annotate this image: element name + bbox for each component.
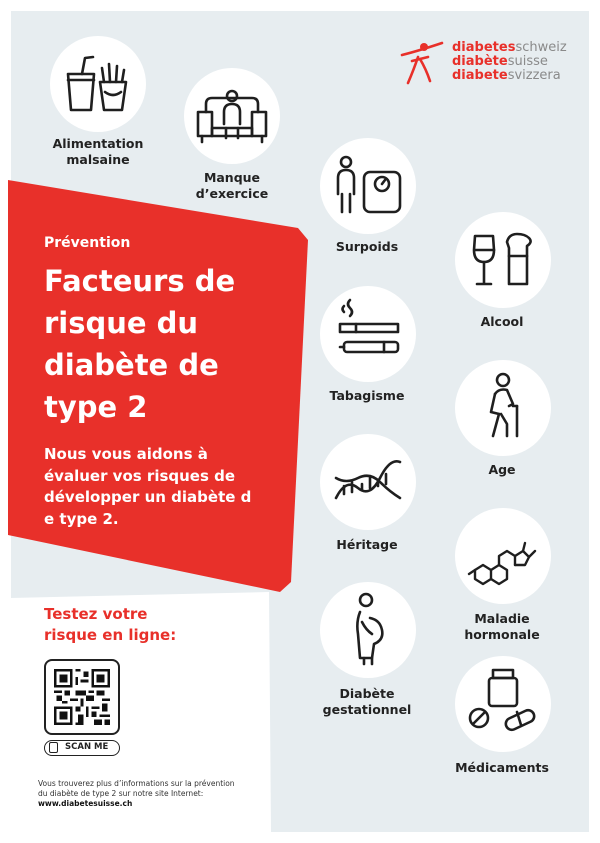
hero-intro [44, 444, 284, 530]
label-line: hormonale [464, 627, 540, 642]
elderly-person-icon [455, 360, 551, 456]
label-line: Héritage [336, 537, 398, 552]
test-heading [44, 604, 176, 646]
risk-label-hormonal [427, 611, 577, 643]
drinks-circle [455, 212, 551, 308]
risk-label-gestational [292, 686, 442, 718]
footer-line: Vous trouverez plus d’informations sur la prévention [38, 779, 235, 788]
scan-me-label: SCAN ME [65, 742, 109, 752]
risk-label-heredity [292, 537, 442, 553]
pregnant-woman-icon [320, 582, 416, 678]
footer-note [38, 779, 258, 809]
label-line: Manque [203, 170, 261, 185]
qr-code[interactable] [44, 659, 120, 735]
scale-circle [320, 138, 416, 234]
label-line: malsaine [66, 152, 130, 167]
logo-light: svizzera [507, 68, 561, 83]
footer-line: du diabète de type 2 sur notre site Internet: [38, 789, 204, 798]
medication-circle [455, 656, 551, 752]
label-line: Diabète [339, 686, 395, 701]
dna-circle [320, 434, 416, 530]
label-line: gestationnel [322, 702, 412, 717]
logo-strong: diabetes [452, 40, 516, 55]
cigarette-circle [320, 286, 416, 382]
logo-line-3 [452, 69, 567, 83]
scale-person-icon [320, 138, 416, 234]
page-title [44, 260, 284, 428]
risk-label-smoking [292, 388, 442, 404]
label-line: Surpoids [335, 239, 399, 254]
risk-label-medication [427, 760, 577, 776]
logo-strong: diabete [452, 68, 508, 83]
risk-label-age [427, 462, 577, 478]
dna-icon [320, 434, 416, 530]
risk-label-alcohol [427, 314, 577, 330]
diabetes-logo-icon [396, 37, 448, 89]
label-line: Médicaments [455, 760, 549, 775]
label-line: Tabagisme [329, 388, 405, 403]
logo-light: schweiz [515, 40, 567, 55]
risk-label-overweight [292, 239, 442, 255]
drinks-icon [455, 212, 551, 308]
intro-line: e type 2. [44, 509, 119, 528]
logo-strong: diabète [452, 54, 508, 69]
cta-line: risque en ligne: [44, 626, 177, 644]
intro-line: Nous vous aidons à [44, 445, 208, 463]
pregnant-circle [320, 582, 416, 678]
molecule-circle [455, 508, 551, 604]
intro-line: développer un diabète d [44, 488, 252, 506]
risk-label-exercise [157, 170, 307, 202]
cigarette-icon [320, 286, 416, 382]
qr-code-icon [54, 669, 110, 725]
label-line: d’exercice [195, 186, 269, 201]
title-line: risque du [44, 306, 199, 340]
brand-logo-text [452, 41, 567, 83]
steroid-molecule-icon [455, 508, 551, 604]
label-line: Maladie [474, 611, 530, 626]
website-link[interactable]: www.diabetesuisse.ch [38, 799, 133, 808]
title-line: Facteurs de [44, 264, 236, 298]
fast-food-circle [50, 36, 146, 132]
scan-me-badge [44, 740, 120, 756]
medication-icon [455, 656, 551, 752]
phone-icon [49, 742, 58, 753]
title-line: type 2 [44, 390, 148, 424]
title-line: diabète de [44, 348, 219, 382]
intro-line: évaluer vos risques de [44, 466, 236, 485]
logo-line-1 [452, 41, 567, 55]
cta-line: Testez votre [44, 605, 148, 623]
elderly-circle [455, 360, 551, 456]
risk-label-food [23, 136, 173, 168]
fast-food-icon [50, 36, 146, 132]
couch-person-icon [184, 68, 280, 164]
hero-eyebrow: Prévention [44, 235, 131, 251]
label-line: Age [488, 462, 516, 477]
label-line: Alcool [480, 314, 524, 329]
label-line: Alimentation [52, 136, 144, 151]
logo-line-2 [452, 55, 567, 69]
couch-circle [184, 68, 280, 164]
logo-light: suisse [507, 54, 548, 69]
